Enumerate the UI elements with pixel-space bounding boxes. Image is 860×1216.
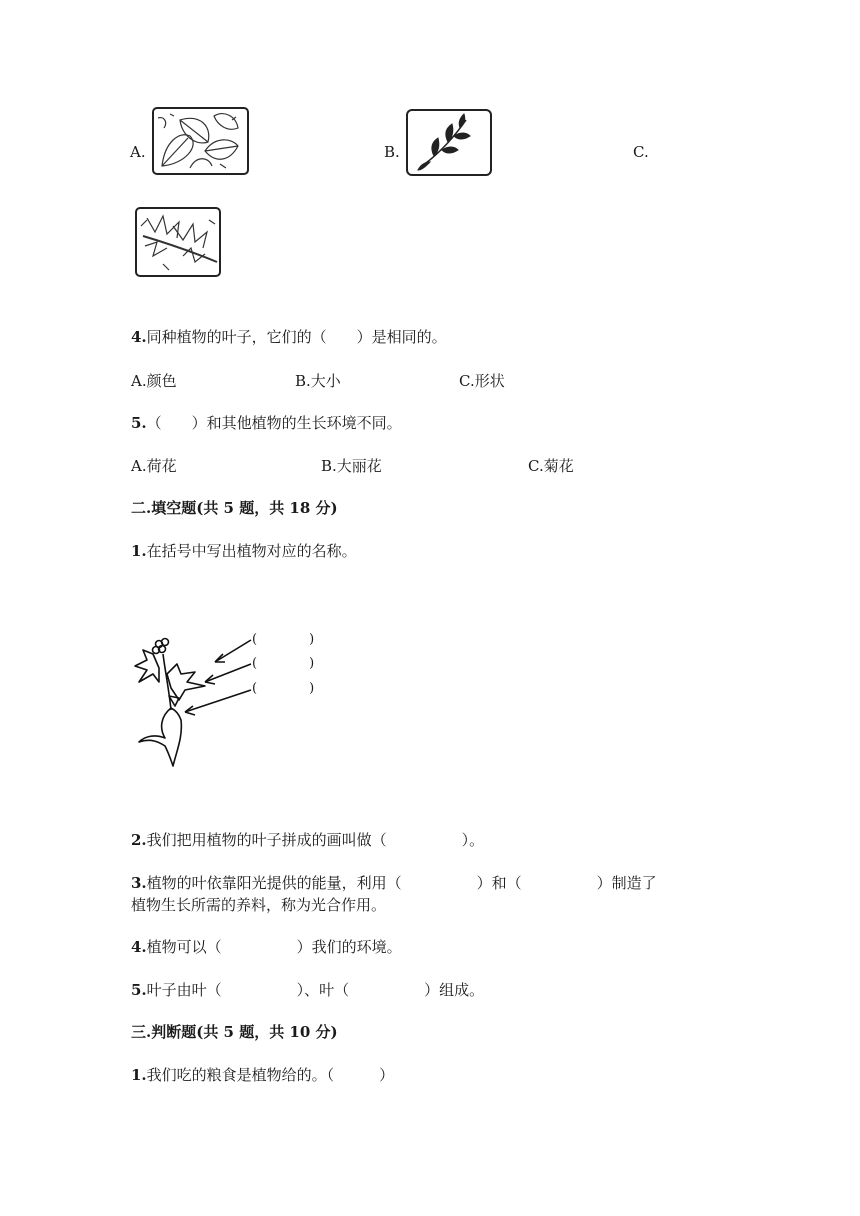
question-5	[131, 412, 402, 433]
question-text-line-1: 植物的叶依靠阳光提供的能量，利用（ ）和（ ）制造了	[146, 874, 657, 892]
question-number: 1.	[131, 1066, 147, 1084]
leaf-picture-a	[150, 106, 250, 176]
question-number: 1.	[131, 542, 147, 560]
q5-option-b[interactable]: B.大丽花	[321, 457, 382, 475]
answer-bracket-1[interactable]: ( )	[252, 632, 315, 647]
s2-question-5	[131, 979, 484, 1000]
section-2-title: 二.填空题(共 5 题，共 18 分)	[131, 499, 338, 517]
leaf-picture-b	[404, 108, 494, 178]
question-text: 同种植物的叶子，它们的（ ）是相同的。	[146, 328, 447, 346]
question-text: 叶子由叶（ ）、叶（ ）组成。	[146, 981, 485, 999]
option-a-label: A.	[130, 143, 146, 161]
question-number: 4.	[131, 328, 147, 346]
q4-option-b[interactable]: B.大小	[295, 372, 341, 390]
s3-question-1	[131, 1064, 394, 1085]
question-number: 5.	[131, 981, 147, 999]
answer-bracket-2[interactable]: ( )	[252, 656, 315, 671]
question-number: 5.	[131, 414, 147, 432]
q5-option-a[interactable]: A.荷花	[131, 457, 177, 475]
question-text: 植物可以（ ）我们的环境。	[146, 938, 402, 956]
question-number: 3.	[131, 874, 147, 892]
q5-option-c[interactable]: C.菊花	[528, 457, 574, 475]
s2-question-1	[131, 540, 357, 561]
q4-option-a[interactable]: A.颜色	[131, 372, 177, 390]
s2-question-2	[131, 829, 484, 850]
question-number: 4.	[131, 938, 147, 956]
answer-bracket-3[interactable]: ( )	[252, 681, 315, 696]
question-number: 2.	[131, 831, 147, 849]
s2-question-3-line-2: 植物生长所需的养料，称为光合作用。	[131, 896, 387, 914]
leaf-picture-c	[133, 206, 223, 278]
q4-option-c[interactable]: C.形状	[459, 372, 505, 390]
question-text: 在括号中写出植物对应的名称。	[146, 542, 357, 560]
question-text: （ ）和其他植物的生长环境不同。	[146, 414, 402, 432]
question-text: 我们把用植物的叶子拼成的画叫做（ ）。	[146, 831, 485, 849]
question-4	[131, 326, 447, 347]
option-b-label: B.	[384, 143, 400, 161]
section-3-title: 三.判断题(共 5 题，共 10 分)	[131, 1023, 338, 1041]
s2-question-4	[131, 936, 402, 957]
s2-question-3	[131, 872, 657, 893]
option-c-label: C.	[633, 143, 649, 161]
question-text: 我们吃的粮食是植物给的。（ ）	[146, 1066, 395, 1084]
